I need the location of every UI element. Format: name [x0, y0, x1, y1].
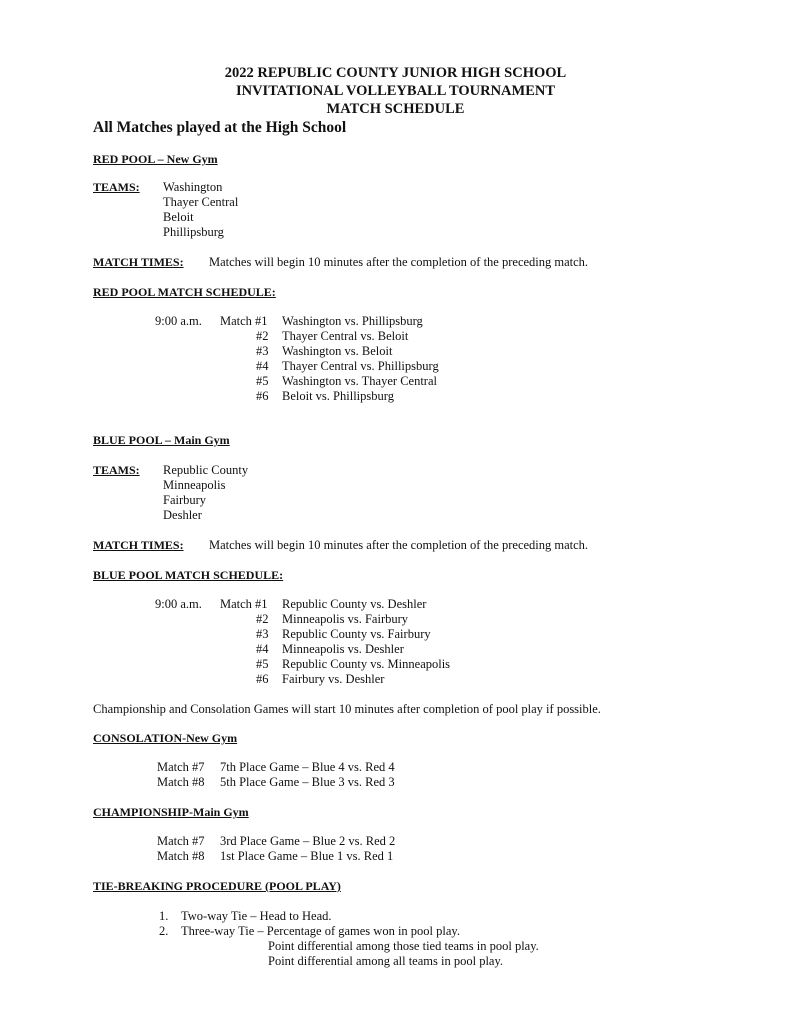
red-match-desc: Washington vs. Beloit	[282, 344, 393, 358]
championship-match-number: Match #7	[157, 834, 205, 848]
blue-match-number: Match #1	[220, 597, 268, 611]
red-match-number: #3	[256, 344, 269, 358]
blue-match-desc: Fairbury vs. Deshler	[282, 672, 385, 686]
blue-match-number: #2	[256, 612, 269, 626]
blue-pool-team: Fairbury	[163, 493, 207, 507]
championship-note: Championship and Consolation Games will start 10 minutes after completion of pool play if possible.	[93, 702, 601, 716]
consolation-match-desc: 7th Place Game – Blue 4 vs. Red 4	[220, 760, 395, 774]
championship-header: CHAMPIONSHIP-Main Gym	[93, 805, 249, 819]
consolation-match-number: Match #8	[157, 775, 205, 789]
red-pool-teams-label: TEAMS:	[93, 180, 140, 194]
document-title-line-1: 2022 REPUBLIC COUNTY JUNIOR HIGH SCHOOL	[224, 65, 567, 81]
blue-match-desc: Minneapolis vs. Fairbury	[282, 612, 409, 626]
red-pool-team: Beloit	[163, 210, 194, 224]
consolation-header: CONSOLATION-New Gym	[93, 731, 238, 745]
tiebreak-item-number: 2.	[159, 924, 169, 938]
blue-match-number: #4	[256, 642, 269, 656]
blue-pool-teams-label: TEAMS:	[93, 463, 140, 477]
tiebreak-continuation: Point differential among all teams in pool play.	[268, 954, 504, 968]
red-pool-start-time: 9:00 a.m.	[155, 314, 202, 328]
blue-match-number: #6	[256, 672, 269, 686]
red-match-desc: Thayer Central vs. Beloit	[282, 329, 409, 343]
blue-match-desc: Republic County vs. Fairbury	[282, 627, 431, 641]
document-subtitle: All Matches played at the High School	[93, 119, 347, 136]
red-pool-match-times-label: MATCH TIMES:	[93, 255, 184, 269]
blue-match-desc: Republic County vs. Deshler	[282, 597, 427, 611]
blue-pool-header: BLUE POOL – Main Gym	[93, 433, 230, 447]
championship-match-number: Match #8	[157, 849, 205, 863]
blue-pool-team: Republic County	[163, 463, 249, 477]
tiebreak-header: TIE-BREAKING PROCEDURE (POOL PLAY)	[93, 879, 341, 893]
red-match-number: #5	[256, 374, 269, 388]
document-title-line-3: MATCH SCHEDULE	[326, 101, 465, 117]
tiebreak-item-number: 1.	[159, 909, 169, 923]
blue-match-number: #3	[256, 627, 269, 641]
consolation-match-desc: 5th Place Game – Blue 3 vs. Red 3	[220, 775, 395, 789]
red-match-desc: Washington vs. Thayer Central	[282, 374, 437, 388]
red-pool-schedule-header: RED POOL MATCH SCHEDULE:	[93, 285, 276, 299]
red-pool-team: Phillipsburg	[163, 225, 224, 239]
blue-pool-match-times-label: MATCH TIMES:	[93, 538, 184, 552]
blue-pool-team: Minneapolis	[163, 478, 226, 492]
blue-match-desc: Republic County vs. Minneapolis	[282, 657, 451, 671]
blue-pool-match-times-text: Matches will begin 10 minutes after the completion of the preceding match.	[209, 538, 589, 552]
tiebreak-item-text: Three-way Tie – Percentage of games won in pool play.	[181, 924, 460, 938]
blue-pool-team: Deshler	[163, 508, 202, 522]
blue-match-desc: Minneapolis vs. Deshler	[282, 642, 404, 656]
red-match-desc: Beloit vs. Phillipsburg	[282, 389, 394, 403]
tiebreak-item-text: Two-way Tie – Head to Head.	[181, 909, 332, 923]
document-title-line-2: INVITATIONAL VOLLEYBALL TOURNAMENT	[235, 83, 556, 99]
red-pool-team: Washington	[163, 180, 223, 194]
red-match-number: #6	[256, 389, 269, 403]
red-pool-team: Thayer Central	[163, 195, 239, 209]
tiebreak-continuation: Point differential among those tied teams in pool play.	[268, 939, 539, 953]
championship-match-desc: 3rd Place Game – Blue 2 vs. Red 2	[220, 834, 396, 848]
championship-match-desc: 1st Place Game – Blue 1 vs. Red 1	[220, 849, 394, 863]
consolation-match-number: Match #7	[157, 760, 205, 774]
red-pool-match-times-text: Matches will begin 10 minutes after the completion of the preceding match.	[209, 255, 589, 269]
red-match-number: #4	[256, 359, 269, 373]
blue-pool-schedule-header: BLUE POOL MATCH SCHEDULE:	[93, 568, 284, 582]
red-match-number: Match #1	[220, 314, 268, 328]
blue-pool-start-time: 9:00 a.m.	[155, 597, 202, 611]
red-match-number: #2	[256, 329, 269, 343]
red-match-desc: Washington vs. Phillipsburg	[282, 314, 423, 328]
blue-match-number: #5	[256, 657, 269, 671]
red-pool-header: RED POOL – New Gym	[93, 152, 218, 166]
red-match-desc: Thayer Central vs. Phillipsburg	[282, 359, 439, 373]
